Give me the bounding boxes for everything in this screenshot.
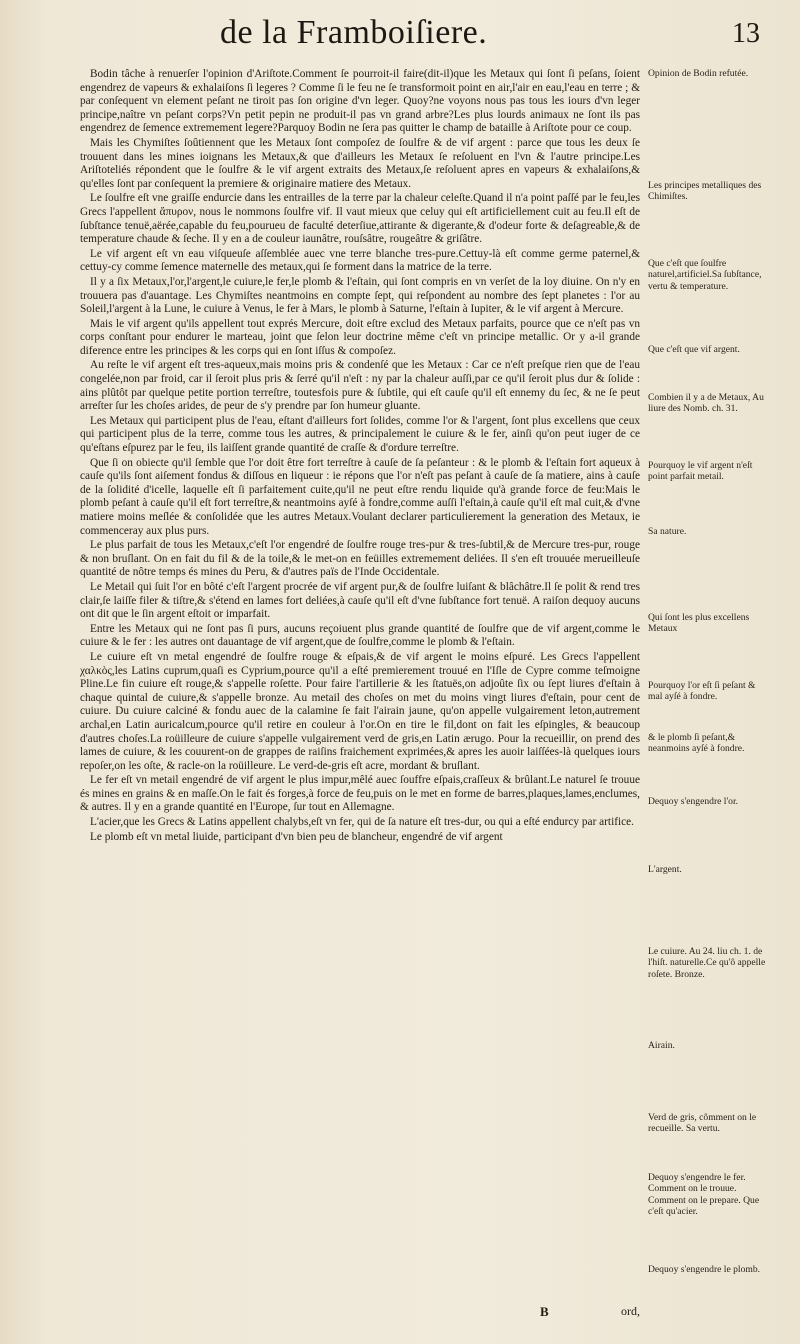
page-number: 13 [732,18,760,49]
paragraph: Le cuiure eſt vn metal engendré de ſoulfre rouge & eſpais,& de vif argent le moins eſpuré. Les Grecs l'appellent χαλκὸς,les Latins cuprum,quaſi es Cyprium,pource qu'il a eſté premierement trouué en l'Iſle de Cypre comme teſmoigne Pline.Le fin cuiure eſt rouge,& s'appelle roſette. Pour faire l'artillerie & les ſtatuës,on adjoûte ſix ou ſept liures d'eſtain à chaque quintal de cuiure,& s'appelle bronze. Au metail des choſes on met du moins vingt liures d'eſtain, pour cent de cuiure. Du cuiure calciné & fondu auec de la calamine ſe fait l'airain jaune, qu'on appelle vulgairement leton,autrement archal,en Latin auricalcum,pource qu'il retire en couleur à l'or.On en tire le fil,dont on fait les eſpingles, & beaucoup d'autres choſes.La roüilleure de cuiure s'appelle vulgairement verd de gris,en Latin ærugo. Pour la recueillir, on prend des lames de cuiure, & les couurent-on de grappes de raiſins fraichement exprimées,& apres les auoir laiſſées-là quelques iours repoſer,on les oſte, & racle-on la roüilleure. Le verd-de-gris eſt acre, mordant & bruſlant. [80,650,640,772]
paragraph: Au reſte le vif argent eſt tres-aqueux,mais moins pris & condenſé que les Metaux : Car ce n'eſt preſque rien que de l'eau congelée,non par froid, car il ſeroit plus pris & ſerré qu'il n'eſt : ny par la chaleur auſſi,par ce qu'il ſeroit plus dur & ſolide : ains plûtôt par quelque petite portion terreſtre, toutesfois pure & ſubtile, qui eſt cauſe qu'il eſt ennemy du ſec, & ne ſe peut arreſter ſur les choſes arides, de peur de s'y prendre par ſon humeur gluante. [80,359,640,413]
paragraph: Les Metaux qui participent plus de l'eau, eſtant d'ailleurs fort ſolides, comme l'or & l'argent, ſont plus excellens que ceux qui participent plus de la terre, comme tous les autres, & principalement le cuiure & le fer, ainſi qu'on peut iuger de ce qu'eſtans eſpurez par le feu, ils laiſſent grande quantité de craſſe & d'ordure terreſtre. [80,414,640,455]
paragraph: Mais le vif argent qu'ils appellent tout exprés Mercure, doit eſtre exclud des Metaux parfaits, pource que ce n'eſt pas vn corps conſtant pour endurer le marteau, joint que ſelon leur doctrine même c'eſt vn principe metallic. Or y a-il grande diference entre les principes & les corps qui en ſont iſſus & compoſez. [80,317,640,357]
margin-note: Pourquoy le vif argent n'eſt point parfait metail. [648,460,753,483]
margin-note: Dequoy s'engendre l'or. [648,796,739,807]
margin-note: & le plomb ſi peſant,& neanmoins ayſé à fondre. [648,732,745,755]
margin-note: Opinion de Bodin refutée. [648,68,749,79]
catchword: ord, [621,1304,640,1318]
margin-note: Que c'eſt que ſoulfre naturel,artificiel.Sa ſubſtance, vertu & temperature. [648,258,762,292]
margin-note: L'argent. [648,864,682,875]
margin-note: Airain. [648,1040,675,1051]
paragraph: Le Metail qui ſuit l'or en bôté c'eſt l'argent procrée de vif argent pur,& de ſoulfre luiſant & blâchâtre.Il ſe polit & rend tres clair,ſe laiſſe filer & tiſtre,& s'étend en lames fort deliées,à cauſe qu'il eſt d'vne ſubſtance fort tenuë. A raiſon dequoy aucuns ont dit que le ſin argent eſtoit or imparfait. [80,580,640,621]
paragraph: Le plus parfait de tous les Metaux,c'eſt l'or engendré de ſoulfre rouge tres-pur & tres-ſubtil,& de Mercure tres-pur, rouge & non bruſlant. On en fait du fil & de la toile,& le met-on en feüilles extremement deliées. Il s'en eſt trouuée merueilleuſe quantité de nôtre temps és mines du Peru, & d'autres païs de l'Inde Occidentale. [80,539,640,579]
main-text [80,68,640,845]
margin-note: Les principes metalliques des Chimiſtes. [648,180,762,203]
paragraph: Le ſoulfre eſt vne graiſſe endurcie dans les entrailles de la terre par la chaleur celeſte.Quand il n'a point paſſé par le feu,les Grecs l'appellent ἄπυρον, nous le nommons ſoulfre vif. Il vaut mieux que celuy qui eſt artificiellement cuit au feu.Il eſt de ſubſtance tenuë,aërée,capable du feu,pourueu de faculté deterſiue,attirante & digerante,& d'odeur forte & deſagreable,& de temperature chaude & ſeche. Il y en a de couleur iaunâtre, rouſsâtre, rougeâtre & griſâtre. [80,192,640,246]
paragraph: Le plomb eſt vn metal liuide, participant d'vn bien peu de blancheur, engendré de vif argent [90,830,503,843]
paragraph: Mais les Chymiſtes ſoûtiennent que les Metaux ſont compoſez de ſoulfre & de vif argent : parce que tous les deux ſe trouuent dans les mines ioignans les Metaux,& que d'ailleurs les Metaux ſe reſoluent en l'vn & l'autre principe.Les Ariſtoteliés répondent que le ſoulfre & le vif argent extraits des Metaux,ſe reſoluent apres en vapeurs & exhalaiſons,& qu'elles ſont par conſequent la premiere & originaire matiere des Metaux. [80,136,640,190]
paragraph: Le vif argent eſt vn eau viſqueuſe aſſemblée auec vne terre blanche tres-pure.Cettuy-là eſt comme germe paternel,& cettuy-cy comme ſemence maternelle des metaux,qui ſe forment dans la matrice de la terre. [80,247,640,274]
margin-note: Le cuiure. Au 24. liu ch. 1. de l'hiſt. naturelle.Ce qu'ô appelle roſete. Bronze. [648,946,766,980]
margin-note: Combien il y a de Metaux, Au liure des Nomb. ch. 31. [648,392,764,415]
margin-note: Verd de gris, cômment on le recueille. Sa vertu. [648,1112,757,1135]
margin-notes [648,0,770,1344]
margin-note: Pourquoy l'or eſt ſi peſant & mal ayſé à fondre. [648,680,756,703]
paragraph: Que ſi on obiecte qu'il ſemble que l'or doit être fort terreſtre à cauſe de ſa peſanteur : & le plomb & l'eſtain fort aqueux à cauſe qu'ils ſont aiſement fondus & diſſous en liqueur : ie répons que l'or n'eſt pas peſant à cauſe de ſa matiere, ains à cauſe de la ſolidité d'icelle, laquelle eſt ſi parfaitement cuite,qu'il ne peut eſtre rendu liquide qu'à grande force de feu:Mais le plomb peſant à cauſe qu'il eſt fort terreſtre,& neantmoins ayſé à fondre,comme auſſi l'eſtain,à cauſe qu'il eſt mal cuit,& d'vne matiere moins meſlée & conſolidée que les autres Metaux.Voulant declarer particulierement la generation des Metaux, ie commenceray aux plus purs. [80,456,640,537]
margin-note: Dequoy s'engendre le fer. Comment on le trouue. Comment on le prepare. Que c'eſt qu'acier. [648,1172,760,1218]
running-head: de la Framboiſiere. [220,14,488,51]
paragraph: L'acier,que les Grecs & Latins appellent chalybs,eſt vn fer, qui de ſa nature eſt tres-dur, ou qui a eſté endurcy par artifice. [90,816,634,829]
page-footer [80,1304,640,1330]
paragraph: Il y a ſix Metaux,l'or,l'argent,le cuiure,le fer,le plomb & l'eſtain, qui ſont compris en vn verſet de la loy diuine. On n'y en trouuera pas d'auantage. Les Chymiſtes neantmoins en compte ſept, qui reſpondent au nombre des ſept planetes : l'or au Soleil,l'argent à la Lune, le cuiure à Venus, le fer à Mars, le plomb à Saturne, l'eſtain à Iupiter, & le vif argent à Mercure. [80,275,640,316]
paragraph: Entre les Metaux qui ne ſont pas ſi purs, aucuns reçoiuent plus grande quantité de ſoulfre que de vif argent,comme le cuiure & le fer : les autres ont dauantage de vif argent,que de ſoulfre,comme le plomb & l'eſtain. [80,622,640,649]
signature-mark: B [540,1304,549,1319]
margin-note: Dequoy s'engendre le plomb. [648,1264,761,1275]
paragraph: Bodin tâche à renuerſer l'opinion d'Ariſtote.Comment ſe pourroit-il faire(dit-il)que les Metaux qui ſont ſi peſans, ſoient engendrez de vapeurs & exhalaiſons ſi legeres ? Comme ſi le feu ne ſe transformoit point en air,l'air en eau,l'eau en terre ; & par conſequent vn element peſant ne tiroit pas ſon origine d'vn leger. Quoy?ne voyons nous pas tous les iours d'vn leger principe,naître vn peſant corps?Vn petit pepin ne produit-il pas vn grand arbre?Les plus lourds animaux ne ſont ils pas engendrez de ſemence extremement legere?Parquoy Bodin ne ſera pas quitter le champ de bataille à Ariſtote pour ce coup. [80,68,640,135]
margin-note: Sa nature. [648,526,687,537]
paragraph: Le fer eſt vn metail engendré de vif argent le plus impur,mêlé auec ſouffre eſpais,craſſeux & brûlant.Le naturel ſe trouue és mines en grains & en maſſe.On le fait és forges,à force de feu,puis on le met en forme de barres,plaques,lames,enclumes, & autres. Il y en a grande quantité en l'Europe, ſur tout en Allemagne. [80,774,640,814]
margin-note: Que c'eſt que vif argent. [648,344,740,355]
margin-note: Qui ſont les plus excellens Metaux [648,612,750,635]
